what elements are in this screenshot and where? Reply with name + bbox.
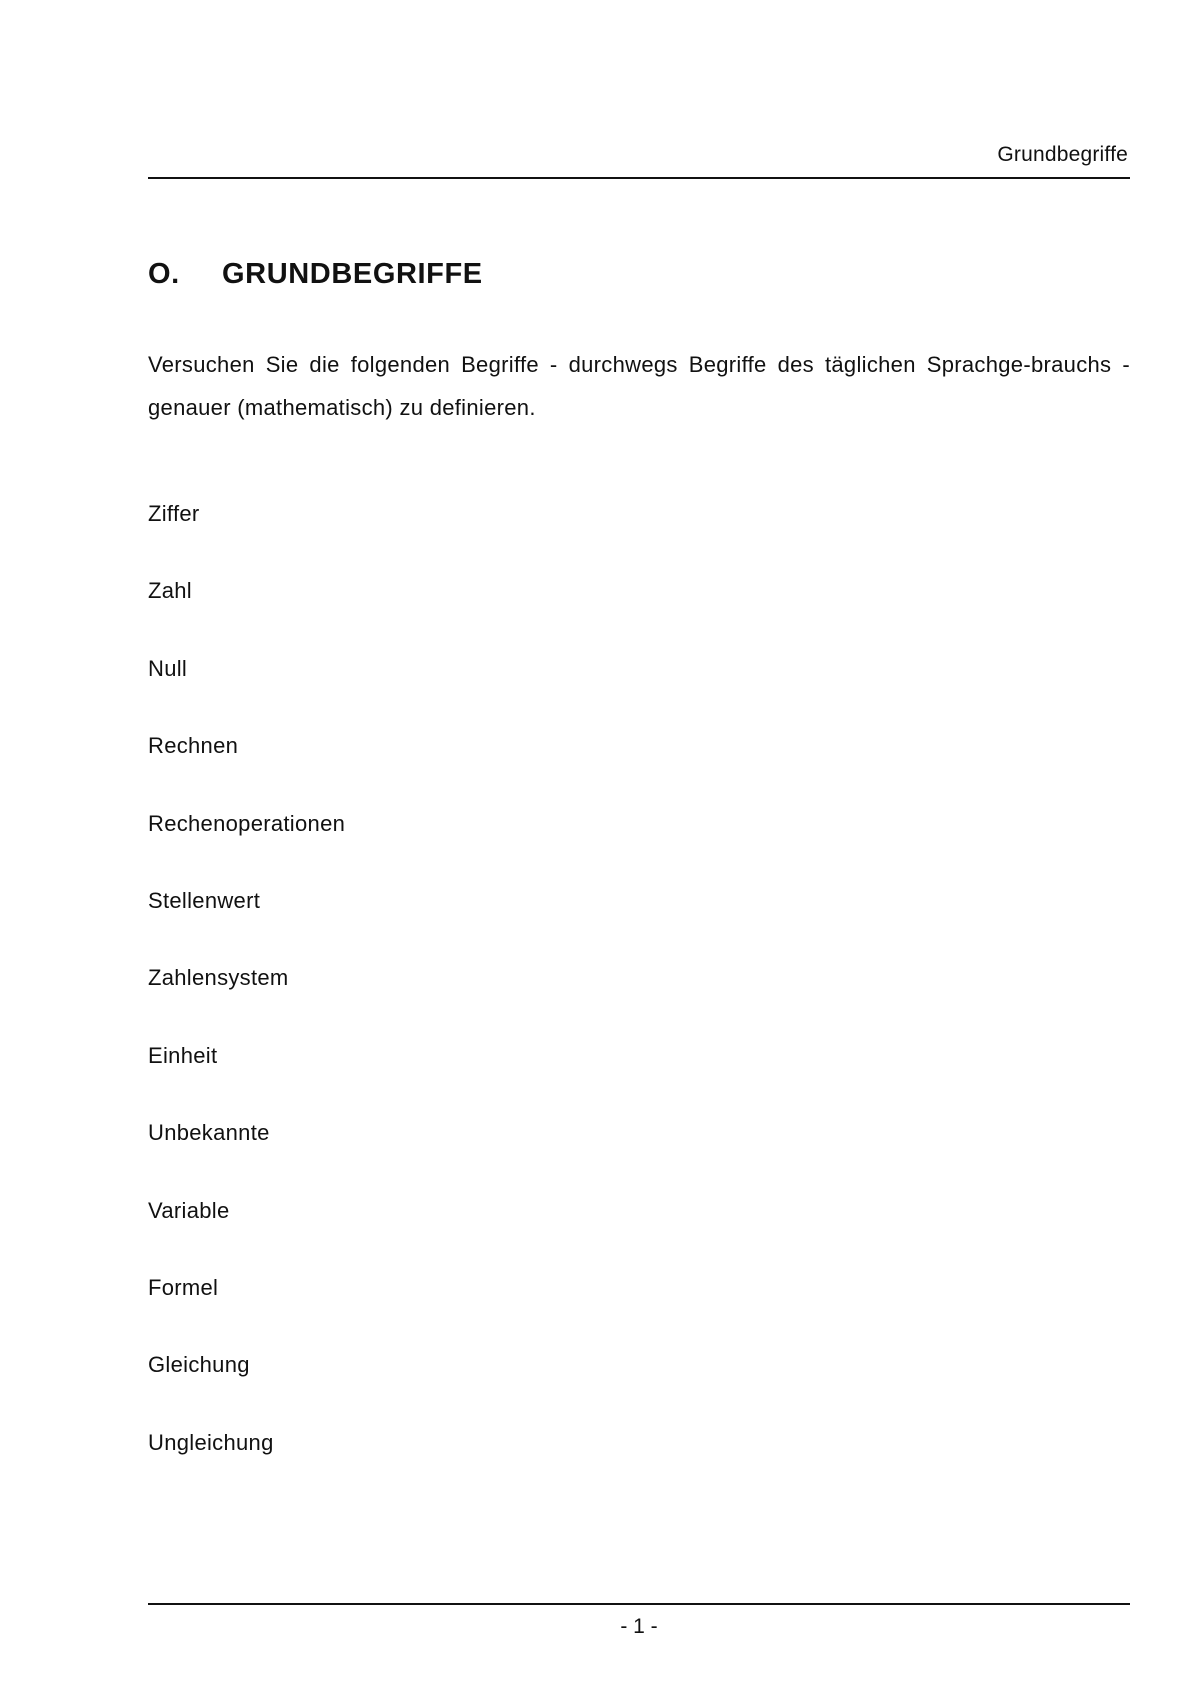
running-head: Grundbegriffe (997, 143, 1128, 166)
term-item: Zahl (148, 578, 192, 604)
term-item: Gleichung (148, 1352, 250, 1378)
term-item: Stellenwert (148, 887, 261, 913)
chapter-heading (148, 258, 483, 291)
term-item: Einheit (148, 1042, 218, 1068)
term-item: Ungleichung (148, 1429, 274, 1455)
page-header (148, 137, 1130, 179)
term-list (148, 500, 345, 1506)
term-item: Unbekannte (148, 1120, 270, 1146)
term-item: Rechenoperationen (148, 810, 346, 836)
page-number: - 1 - (620, 1615, 658, 1638)
page-footer (148, 1603, 1130, 1639)
intro-paragraph: Versuchen Sie die folgenden Begriffe - durchwegs Begriffe des täglichen Sprachge-brauchs - genauer (mathematisch) zu definieren. (148, 352, 1130, 420)
term-item: Rechnen (148, 733, 239, 759)
term-item: Ziffer (148, 501, 200, 526)
term-item: Variable (148, 1197, 230, 1223)
chapter-title: GRUNDBEGRIFFE (222, 258, 483, 290)
term-item: Formel (148, 1274, 219, 1300)
term-item: Null (148, 655, 188, 681)
chapter-number: O. (148, 258, 180, 290)
term-item: Zahlensystem (148, 965, 289, 991)
